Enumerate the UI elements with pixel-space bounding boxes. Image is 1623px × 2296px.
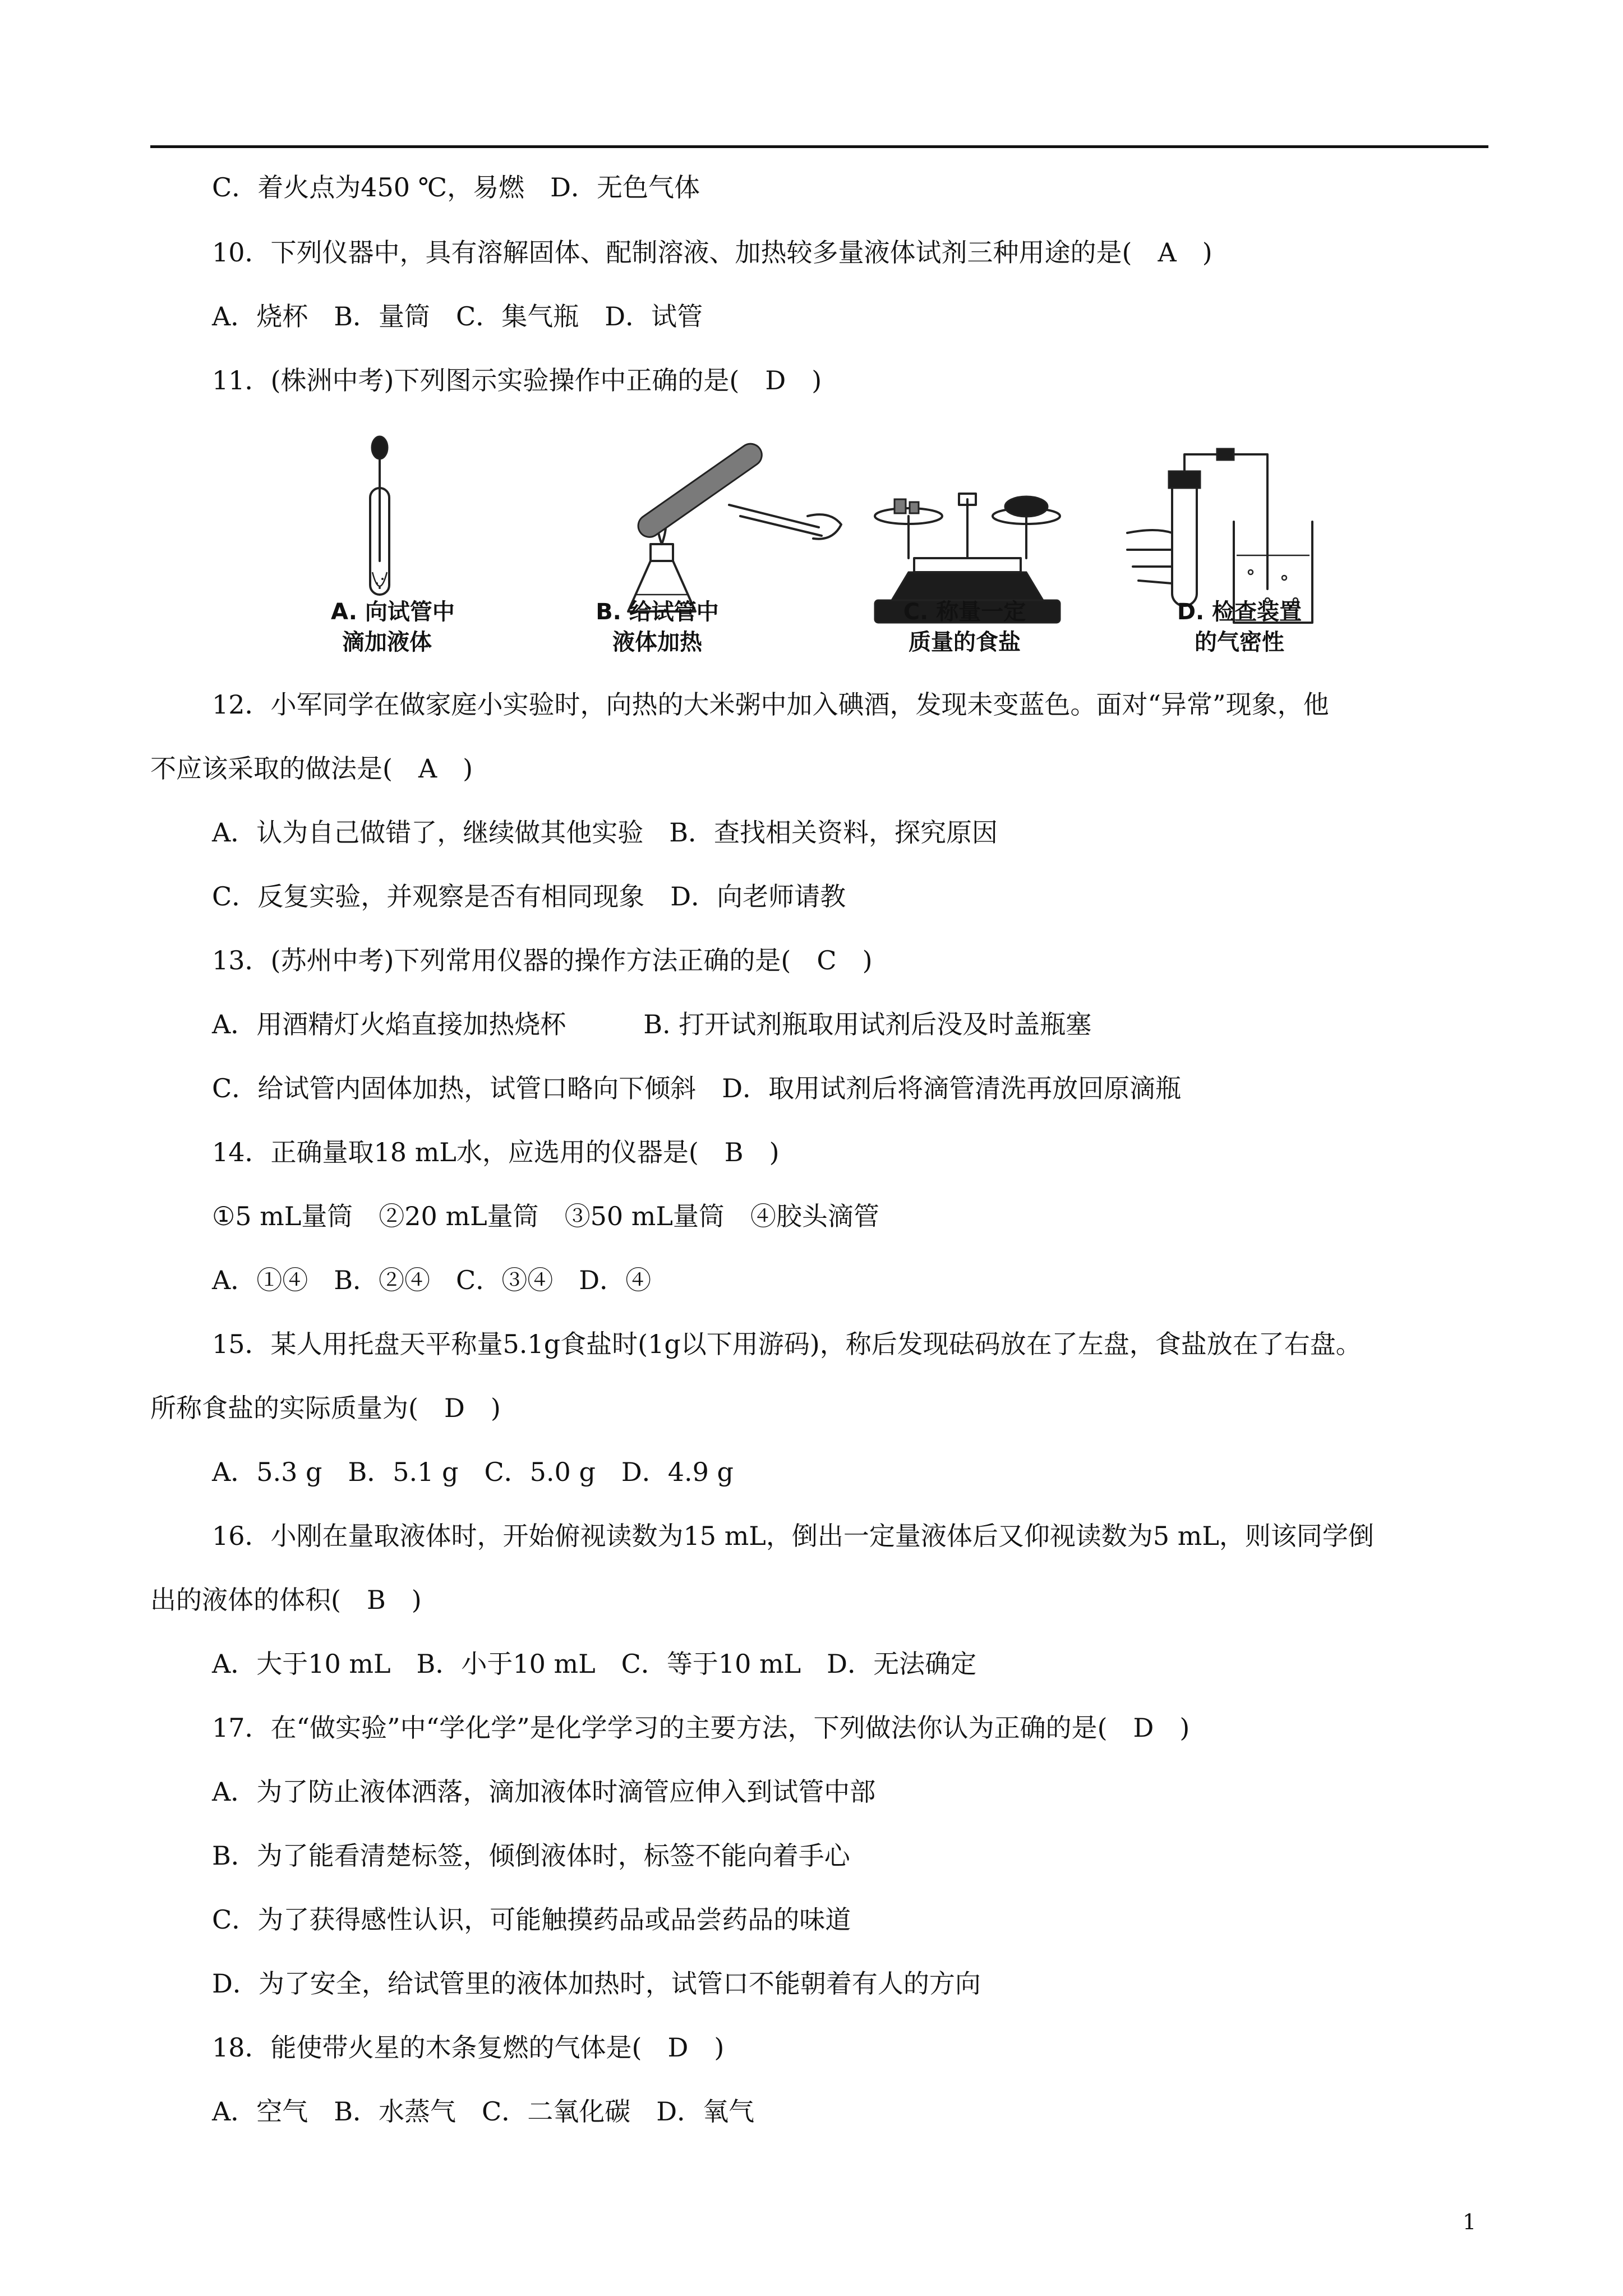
- figure-caption-b: [596, 597, 719, 657]
- caption-d-line1: D. 检查装置: [1177, 599, 1302, 625]
- q12-stem-line2: 不应该采取的做法是( A ): [150, 753, 473, 784]
- q10-stem: 10．下列仪器中，具有溶解固体、配制溶液、加热较多量液体试剂三种用途的是( A ): [212, 237, 1212, 268]
- q15-stem-line2: 所称食盐的实际质量为( D ): [150, 1393, 501, 1423]
- q12-stem-line1: 12．小军同学在做家庭小实验时，向热的大米粥中加入碘酒，发现未变蓝色。面对“异常”现象，他: [212, 689, 1329, 720]
- q12-options-cd: C．反复实验，并观察是否有相同现象 D．向老师请教: [212, 881, 846, 912]
- q16-stem-line1: 16．小刚在量取液体时，开始俯视读数为15 mL，倒出一定量液体后又仰视读数为5 mL，则该同学倒: [212, 1521, 1374, 1551]
- q13-options-cd: C．给试管内固体加热，试管口略向下倾斜 D．取用试剂后将滴管清洗再放回原滴瓶: [212, 1073, 1182, 1103]
- caption-b-line2: 液体加热: [612, 629, 702, 655]
- q9-options-cd: C．着火点为450 ℃，易燃 D．无色气体: [212, 172, 700, 203]
- caption-b-line1: B. 给试管中: [596, 599, 719, 625]
- q17-option-b: B．为了能看清楚标签，倾倒液体时，标签不能向着手心: [212, 1841, 850, 1871]
- q17-stem: 17．在“做实验”中“学化学”是化学学习的主要方法，下列做法你认为正确的是( D ): [212, 1713, 1190, 1743]
- q17-option-d: D．为了安全，给试管里的液体加热时，试管口不能朝着有人的方向: [212, 1968, 981, 1999]
- q13-stem: 13．(苏州中考)下列常用仪器的操作方法正确的是( C ): [212, 945, 873, 976]
- figure-caption-c: [892, 597, 1038, 657]
- q17-option-c: C．为了获得感性认识，可能触摸药品或品尝药品的味道: [212, 1904, 851, 1935]
- page-number: 1: [1463, 2210, 1477, 2234]
- caption-c-line2: 质量的食盐: [909, 629, 1021, 655]
- header-rule: [150, 145, 1488, 148]
- q15-stem-line1: 15．某人用托盘天平称量5.1g食盐时(1g以下用游码)，称后发现砝码放在了左盘，食盐放在了右盘。: [212, 1329, 1362, 1359]
- q14-stem: 14．正确量取18 mL水，应选用的仪器是( B ): [212, 1137, 780, 1167]
- q12-options-ab: A．认为自己做错了，继续做其他实验 B．查找相关资料，探究原因: [212, 817, 998, 848]
- caption-a-line1: A. 向试管中: [331, 599, 455, 625]
- q14-options: A．①④ B．②④ C．③④ D．④: [212, 1265, 652, 1295]
- q16-stem-line2: 出的液体的体积( B ): [150, 1585, 422, 1615]
- caption-c-line1: C. 称量一定: [903, 599, 1026, 625]
- q10-options: A．烧杯 B．量筒 C．集气瓶 D．试管: [212, 301, 703, 332]
- figure-caption-d: [1172, 597, 1307, 657]
- figure-caption-a: [331, 597, 455, 657]
- q18-options: A．空气 B．水蒸气 C．二氧化碳 D．氧气: [212, 2096, 755, 2127]
- alcohol-lamp-heating-icon: [628, 439, 841, 611]
- q14-items: ①5 mL量筒 ②20 mL量筒 ③50 mL量筒 ④胶头滴管: [212, 1201, 879, 1231]
- dropper-test-tube-icon: [370, 436, 389, 595]
- caption-a-line2: 滴加液体: [342, 629, 432, 655]
- q17-option-a: A．为了防止液体洒落，滴加液体时滴管应伸入到试管中部: [212, 1777, 876, 1807]
- q16-options: A．大于10 mL B．小于10 mL C．等于10 mL D．无法确定: [212, 1649, 977, 1679]
- q11-stem: 11．(株洲中考)下列图示实验操作中正确的是( D ): [212, 365, 822, 395]
- q15-options: A．5.3 g B．5.1 g C．5.0 g D．4.9 g: [212, 1457, 734, 1487]
- caption-d-line2: 的气密性: [1195, 629, 1284, 655]
- q13-options-ab: A．用酒精灯火焰直接加热烧杯 B. 打开试剂瓶取用试剂后没及时盖瓶塞: [212, 1009, 1092, 1039]
- q18-stem: 18．能使带火星的木条复燃的气体是( D ): [212, 2032, 725, 2063]
